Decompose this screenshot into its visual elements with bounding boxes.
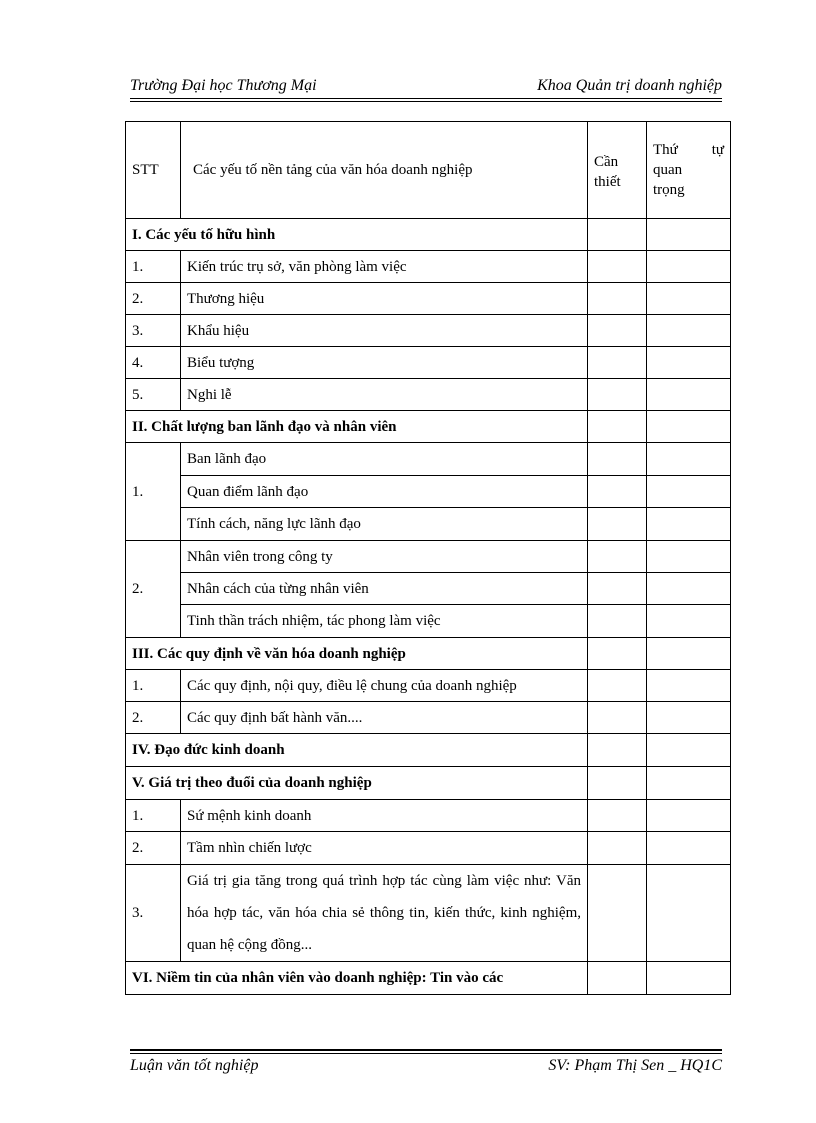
header-need-line1: Cần bbox=[594, 154, 619, 170]
order-cell bbox=[647, 702, 731, 734]
table-row bbox=[126, 605, 731, 638]
row-stt: 1. bbox=[126, 800, 181, 832]
table-row bbox=[126, 670, 731, 702]
order-cell bbox=[647, 283, 731, 315]
table-row bbox=[126, 379, 731, 411]
row-stt: 2. bbox=[126, 702, 181, 734]
need-cell bbox=[588, 605, 647, 638]
row-text: Ban lãnh đạo bbox=[181, 443, 588, 476]
order-cell bbox=[647, 865, 731, 962]
table-row bbox=[126, 702, 731, 734]
row-stt: 1. bbox=[126, 443, 181, 541]
need-cell bbox=[588, 347, 647, 379]
need-cell bbox=[588, 767, 647, 800]
table-row bbox=[126, 347, 731, 379]
row-text: Các quy định bất hành văn.... bbox=[181, 702, 588, 734]
header-factor: Các yếu tố nền tảng của văn hóa doanh nghiệp bbox=[181, 122, 588, 219]
table-row bbox=[126, 476, 731, 508]
need-cell bbox=[588, 670, 647, 702]
section-title: IV. Đạo đức kinh doanh bbox=[126, 734, 588, 767]
row-text: Sứ mệnh kinh doanh bbox=[181, 800, 588, 832]
row-text: Tinh thần trách nhiệm, tác phong làm việc bbox=[181, 605, 588, 638]
footer-rule bbox=[130, 1049, 722, 1051]
header-order-word-b: tự bbox=[711, 142, 724, 158]
row-text: Tầm nhìn chiến lược bbox=[181, 832, 588, 865]
order-cell bbox=[647, 476, 731, 508]
row-text: Biểu tượng bbox=[181, 347, 588, 379]
header-order-line3: trọng bbox=[653, 182, 685, 198]
order-cell bbox=[647, 379, 731, 411]
need-cell bbox=[588, 476, 647, 508]
row-text: Kiến trúc trụ sở, văn phòng làm việc bbox=[181, 251, 588, 283]
table-row bbox=[126, 443, 731, 476]
header-stt: STT bbox=[126, 122, 181, 219]
order-cell bbox=[647, 800, 731, 832]
section-row bbox=[126, 638, 731, 670]
header-rule bbox=[130, 98, 722, 99]
section-row bbox=[126, 219, 731, 251]
table-row bbox=[126, 832, 731, 865]
culture-factors-table bbox=[125, 121, 731, 995]
need-cell bbox=[588, 411, 647, 443]
row-stt: 1. bbox=[126, 251, 181, 283]
order-cell bbox=[647, 411, 731, 443]
section-title: III. Các quy định về văn hóa doanh nghiệp bbox=[126, 638, 588, 670]
need-cell bbox=[588, 865, 647, 962]
header-order-line2: quan bbox=[653, 162, 683, 178]
order-cell bbox=[647, 638, 731, 670]
need-cell bbox=[588, 541, 647, 573]
header-order bbox=[647, 122, 731, 219]
row-text: Khẩu hiệu bbox=[181, 315, 588, 347]
table-row bbox=[126, 315, 731, 347]
row-text: Nhân cách của từng nhân viên bbox=[181, 573, 588, 605]
page-footer bbox=[130, 1056, 722, 1076]
row-text: Tính cách, năng lực lãnh đạo bbox=[181, 508, 588, 541]
table-header-row bbox=[126, 122, 731, 219]
need-cell bbox=[588, 443, 647, 476]
row-text: Nhân viên trong công ty bbox=[181, 541, 588, 573]
need-cell bbox=[588, 251, 647, 283]
order-cell bbox=[647, 670, 731, 702]
table-row bbox=[126, 573, 731, 605]
order-cell bbox=[647, 508, 731, 541]
table-row bbox=[126, 508, 731, 541]
need-cell bbox=[588, 508, 647, 541]
need-cell bbox=[588, 315, 647, 347]
row-stt: 4. bbox=[126, 347, 181, 379]
section-row bbox=[126, 411, 731, 443]
table-row bbox=[126, 865, 731, 962]
need-cell bbox=[588, 219, 647, 251]
order-cell bbox=[647, 962, 731, 995]
need-cell bbox=[588, 832, 647, 865]
order-cell bbox=[647, 767, 731, 800]
footer-rule-secondary bbox=[130, 1053, 722, 1054]
row-text: Nghi lễ bbox=[181, 379, 588, 411]
section-title: II. Chất lượng ban lãnh đạo và nhân viên bbox=[126, 411, 588, 443]
table-row bbox=[126, 800, 731, 832]
order-cell bbox=[647, 734, 731, 767]
need-cell bbox=[588, 283, 647, 315]
order-cell bbox=[647, 443, 731, 476]
section-title: I. Các yếu tố hữu hình bbox=[126, 219, 588, 251]
row-stt: 5. bbox=[126, 379, 181, 411]
row-text: Thương hiệu bbox=[181, 283, 588, 315]
need-cell bbox=[588, 800, 647, 832]
header-need-line2: thiết bbox=[594, 174, 621, 190]
footer-student: SV: Phạm Thị Sen _ HQ1C bbox=[548, 1057, 722, 1074]
need-cell bbox=[588, 379, 647, 411]
row-stt: 2. bbox=[126, 283, 181, 315]
section-row bbox=[126, 962, 731, 995]
table-row bbox=[126, 541, 731, 573]
row-stt: 1. bbox=[126, 670, 181, 702]
row-stt: 2. bbox=[126, 541, 181, 638]
row-text: Các quy định, nội quy, điều lệ chung của doanh nghiệp bbox=[181, 670, 588, 702]
header-order-word-a: Thứ bbox=[653, 142, 678, 158]
order-cell bbox=[647, 605, 731, 638]
need-cell bbox=[588, 573, 647, 605]
row-stt: 3. bbox=[126, 865, 181, 962]
section-row bbox=[126, 734, 731, 767]
header-order-line1 bbox=[653, 140, 724, 160]
table-row bbox=[126, 251, 731, 283]
order-cell bbox=[647, 219, 731, 251]
order-cell bbox=[647, 573, 731, 605]
row-stt: 3. bbox=[126, 315, 181, 347]
section-row bbox=[126, 767, 731, 800]
header-faculty: Khoa Quản trị doanh nghiệp bbox=[537, 77, 722, 94]
page-header bbox=[130, 76, 722, 96]
order-cell bbox=[647, 347, 731, 379]
table-row bbox=[126, 283, 731, 315]
need-cell bbox=[588, 638, 647, 670]
header-rule-secondary bbox=[130, 101, 722, 102]
need-cell bbox=[588, 734, 647, 767]
row-stt: 2. bbox=[126, 832, 181, 865]
section-title: V. Giá trị theo đuổi của doanh nghiệp bbox=[126, 767, 588, 800]
header-school: Trường Đại học Thương Mại bbox=[130, 77, 317, 94]
need-cell bbox=[588, 702, 647, 734]
header-need bbox=[588, 122, 647, 219]
need-cell bbox=[588, 962, 647, 995]
row-text: Giá trị gia tăng trong quá trình hợp tác cùng làm việc như: Văn hóa hợp tác, văn hóa chia sẻ thông tin, kiến thức, kinh nghiệm, quan hệ cộng đồng... bbox=[181, 865, 588, 962]
section-title: VI. Niềm tin của nhân viên vào doanh nghiệp: Tin vào các bbox=[126, 962, 588, 995]
order-cell bbox=[647, 541, 731, 573]
row-text: Quan điểm lãnh đạo bbox=[181, 476, 588, 508]
order-cell bbox=[647, 315, 731, 347]
footer-thesis: Luận văn tốt nghiệp bbox=[130, 1057, 259, 1074]
order-cell bbox=[647, 251, 731, 283]
order-cell bbox=[647, 832, 731, 865]
